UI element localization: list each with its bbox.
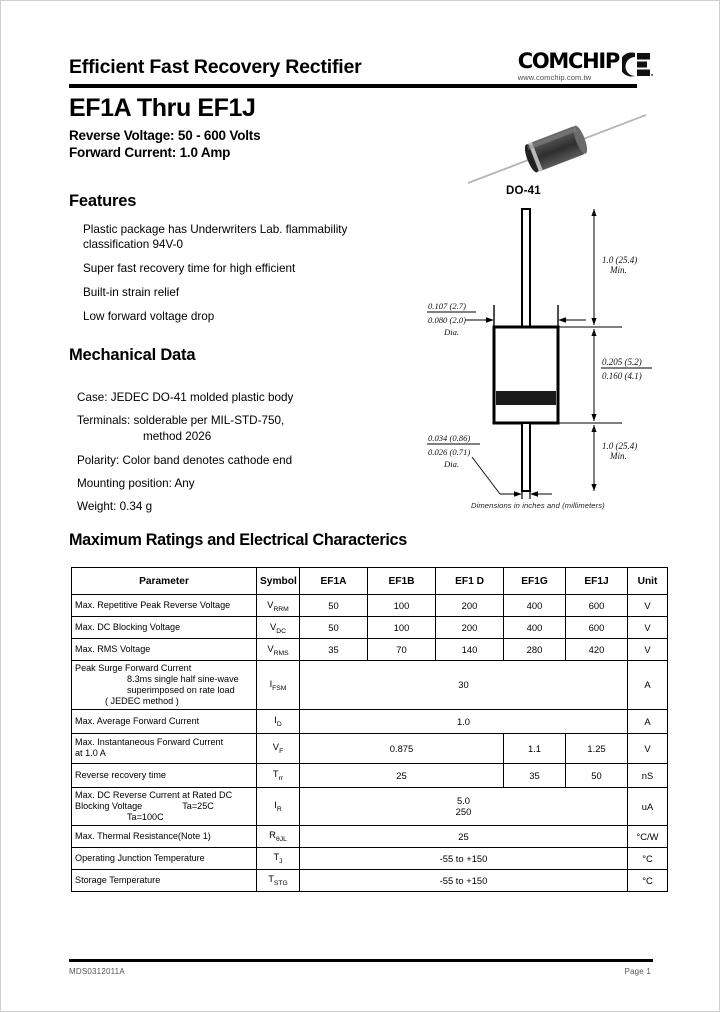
- row-value-j: 1.25: [566, 733, 628, 763]
- row-unit: V: [628, 595, 668, 617]
- col-header-ef1j: EF1J: [566, 568, 628, 595]
- feature-item: Plastic package has Underwriters Lab. flammability classification 94V-0: [83, 223, 348, 251]
- row-parameter: Max. Thermal Resistance(Note 1): [72, 825, 257, 847]
- row-unit: V: [628, 733, 668, 763]
- footer-page-number: Page 1: [624, 967, 651, 976]
- row-parameter: Reverse recovery time: [72, 763, 257, 787]
- dim-wiredia-bot: 0.026 (0.71): [428, 447, 471, 457]
- table-row: [72, 733, 668, 763]
- row-value: 200: [436, 595, 504, 617]
- row-value: 70: [368, 639, 436, 661]
- param-line: Max. Instantaneous Forward Current: [75, 737, 224, 748]
- row-unit: A: [628, 661, 668, 710]
- table-row: [72, 617, 668, 639]
- dim-length-bottom-cap: Min.: [610, 451, 627, 461]
- row-value: 400: [504, 595, 566, 617]
- row-value: 35: [300, 639, 368, 661]
- col-header-ef1d: EF1 D: [436, 568, 504, 595]
- row-symbol: $I_D$: [257, 709, 300, 733]
- row-value: 400: [504, 617, 566, 639]
- row-value-span: 30: [300, 661, 628, 710]
- package-type-label: DO-41: [506, 185, 541, 197]
- row-unit: °C: [628, 869, 668, 891]
- param-line: 8.3ms single half sine-wave: [127, 673, 239, 684]
- forward-current-line: Forward Current: 1.0 Amp: [69, 144, 231, 160]
- reverse-voltage-line: Reverse Voltage: 50 - 600 Volts: [69, 128, 261, 143]
- table-row: [72, 847, 668, 869]
- table-row: [72, 787, 668, 825]
- company-logo: [518, 51, 653, 82]
- col-header-parameter: Parameter: [72, 568, 257, 595]
- row-value: 100: [368, 617, 436, 639]
- row-value: 140: [436, 639, 504, 661]
- row-value: 200: [436, 617, 504, 639]
- mech-polarity: Polarity: Color band denotes cathode end: [77, 453, 293, 467]
- param-temp-1: Ta=25C: [182, 800, 214, 811]
- row-unit: uA: [628, 787, 668, 825]
- logo-wordmark: COMCHIP: [517, 49, 619, 73]
- table-row: [72, 661, 668, 710]
- param-line: Peak Surge Forward Current: [75, 663, 192, 673]
- row-value-j: 50: [566, 763, 628, 787]
- dim-bodydia-cap: Dia.: [444, 327, 460, 337]
- dim-length-top: 1.0 (25.4): [602, 255, 638, 265]
- row-value: 100: [368, 595, 436, 617]
- param-line: ( JEDEC method ): [105, 695, 179, 706]
- row-symbol: $T_J$: [257, 847, 300, 869]
- dim-body-bot: 0.160 (4.1): [602, 371, 642, 381]
- row-value: 50: [300, 617, 368, 639]
- ratings-table: [71, 567, 668, 892]
- col-header-ef1b: EF1B: [368, 568, 436, 595]
- package-outline-drawing: [426, 199, 661, 511]
- ce-mark-icon: [622, 52, 653, 77]
- row-value: 600: [566, 617, 628, 639]
- row-symbol: $I_{FSM}$: [257, 661, 300, 710]
- value-line-1: 5.0: [456, 795, 471, 807]
- footer-divider: [69, 959, 653, 962]
- row-symbol: $V_{RMS}$: [257, 639, 300, 661]
- param-temp-2: Ta=100C: [127, 811, 164, 822]
- row-value: 280: [504, 639, 566, 661]
- row-value-abd: 0.875: [300, 733, 504, 763]
- param-line: Blocking Voltage: [75, 800, 143, 811]
- mech-mounting: Mounting position: Any: [77, 476, 195, 490]
- row-parameter: Max. Repetitive Peak Reverse Voltage: [72, 595, 257, 617]
- row-symbol: $T_{rr}$: [257, 763, 300, 787]
- mech-weight: Weight: 0.34 g: [77, 500, 153, 514]
- row-parameter: [72, 787, 257, 825]
- feature-item: Built-in strain relief: [83, 285, 180, 299]
- row-value-g: 35: [504, 763, 566, 787]
- row-parameter: Max. RMS Voltage: [72, 639, 257, 661]
- row-value-g: 1.1: [504, 733, 566, 763]
- table-row: [72, 869, 668, 891]
- dimensions-note: Dimensions in inches and (millimeters): [471, 501, 605, 510]
- row-symbol: $V_{RRM}$: [257, 595, 300, 617]
- row-parameter: [72, 733, 257, 763]
- row-parameter: [72, 661, 257, 710]
- row-unit: A: [628, 709, 668, 733]
- row-parameter: Max. Average Forward Current: [72, 709, 257, 733]
- row-symbol: $V_{DC}$: [257, 617, 300, 639]
- dim-bodydia-top: 0.107 (2.7): [428, 301, 466, 311]
- row-value-span: -55 to +150: [300, 869, 628, 891]
- dim-body-top: 0.205 (5.2): [602, 357, 642, 367]
- row-unit: nS: [628, 763, 668, 787]
- dim-bodydia-bot: 0.080 (2.0): [428, 315, 466, 325]
- table-row: [72, 595, 668, 617]
- row-value-span: -55 to +150: [300, 847, 628, 869]
- logo-website: www.comchip.com.tw: [517, 73, 592, 82]
- dim-length-top-cap: Min.: [610, 265, 627, 275]
- table-header-row: [72, 568, 668, 595]
- feature-item: Super fast recovery time for high efficient: [83, 261, 296, 275]
- table-row: [72, 763, 668, 787]
- mechanical-data-list: [77, 390, 377, 522]
- row-unit: V: [628, 639, 668, 661]
- table-row: [72, 639, 668, 661]
- mech-case: Case: JEDEC DO-41 molded plastic body: [77, 391, 294, 404]
- table-row: [72, 825, 668, 847]
- dim-wiredia-top: 0.034 (0.86): [428, 433, 471, 443]
- dim-wiredia-cap: Dia.: [444, 459, 460, 469]
- package-photo: [456, 109, 656, 189]
- param-line: superimposed on rate load: [127, 684, 235, 695]
- row-value-span: 1.0: [300, 709, 628, 733]
- footer-doc-code: MDS0312011A: [69, 967, 125, 976]
- ratings-heading: Maximum Ratings and Electrical Characterics: [69, 531, 407, 549]
- col-header-ef1g: EF1G: [504, 568, 566, 595]
- row-unit: °C/W: [628, 825, 668, 847]
- row-symbol: $I_R$: [257, 787, 300, 825]
- feature-item: Low forward voltage drop: [83, 309, 215, 323]
- mech-terminals-cont: method 2026: [143, 430, 212, 444]
- row-unit: V: [628, 617, 668, 639]
- mech-terminals: Terminals: solderable per MIL-STD-750,: [77, 414, 285, 428]
- features-heading: Features: [69, 192, 137, 210]
- row-symbol: $V_F$: [257, 733, 300, 763]
- param-line: Max. DC Reverse Current at Rated DC: [75, 789, 233, 800]
- table-row: [72, 709, 668, 733]
- col-header-unit: Unit: [628, 568, 668, 595]
- header-divider: [69, 84, 637, 88]
- row-parameter: Operating Junction Temperature: [72, 847, 257, 869]
- document-title: Efficient Fast Recovery Rectifier: [69, 56, 362, 78]
- dim-length-bottom: 1.0 (25.4): [602, 441, 638, 451]
- row-value-abd: 25: [300, 763, 504, 787]
- mechanical-data-heading: Mechanical Data: [69, 346, 196, 364]
- value-line-2: 250: [455, 806, 472, 818]
- row-value-span: 25: [300, 825, 628, 847]
- row-value-span: [300, 787, 628, 825]
- row-parameter: Max. DC Blocking Voltage: [72, 617, 257, 639]
- row-value: 420: [566, 639, 628, 661]
- row-unit: °C: [628, 847, 668, 869]
- row-value: 600: [566, 595, 628, 617]
- row-value: 50: [300, 595, 368, 617]
- row-parameter: Storage Temperature: [72, 869, 257, 891]
- col-header-ef1a: EF1A: [300, 568, 368, 595]
- param-line: at 1.0 A: [75, 748, 106, 759]
- features-list: [83, 223, 383, 325]
- row-symbol: $R_{\theta JL}$: [257, 825, 300, 847]
- part-number-title: EF1A Thru EF1J: [69, 94, 256, 122]
- row-symbol: $T_{STG}$: [257, 869, 300, 891]
- col-header-symbol: Symbol: [257, 568, 300, 595]
